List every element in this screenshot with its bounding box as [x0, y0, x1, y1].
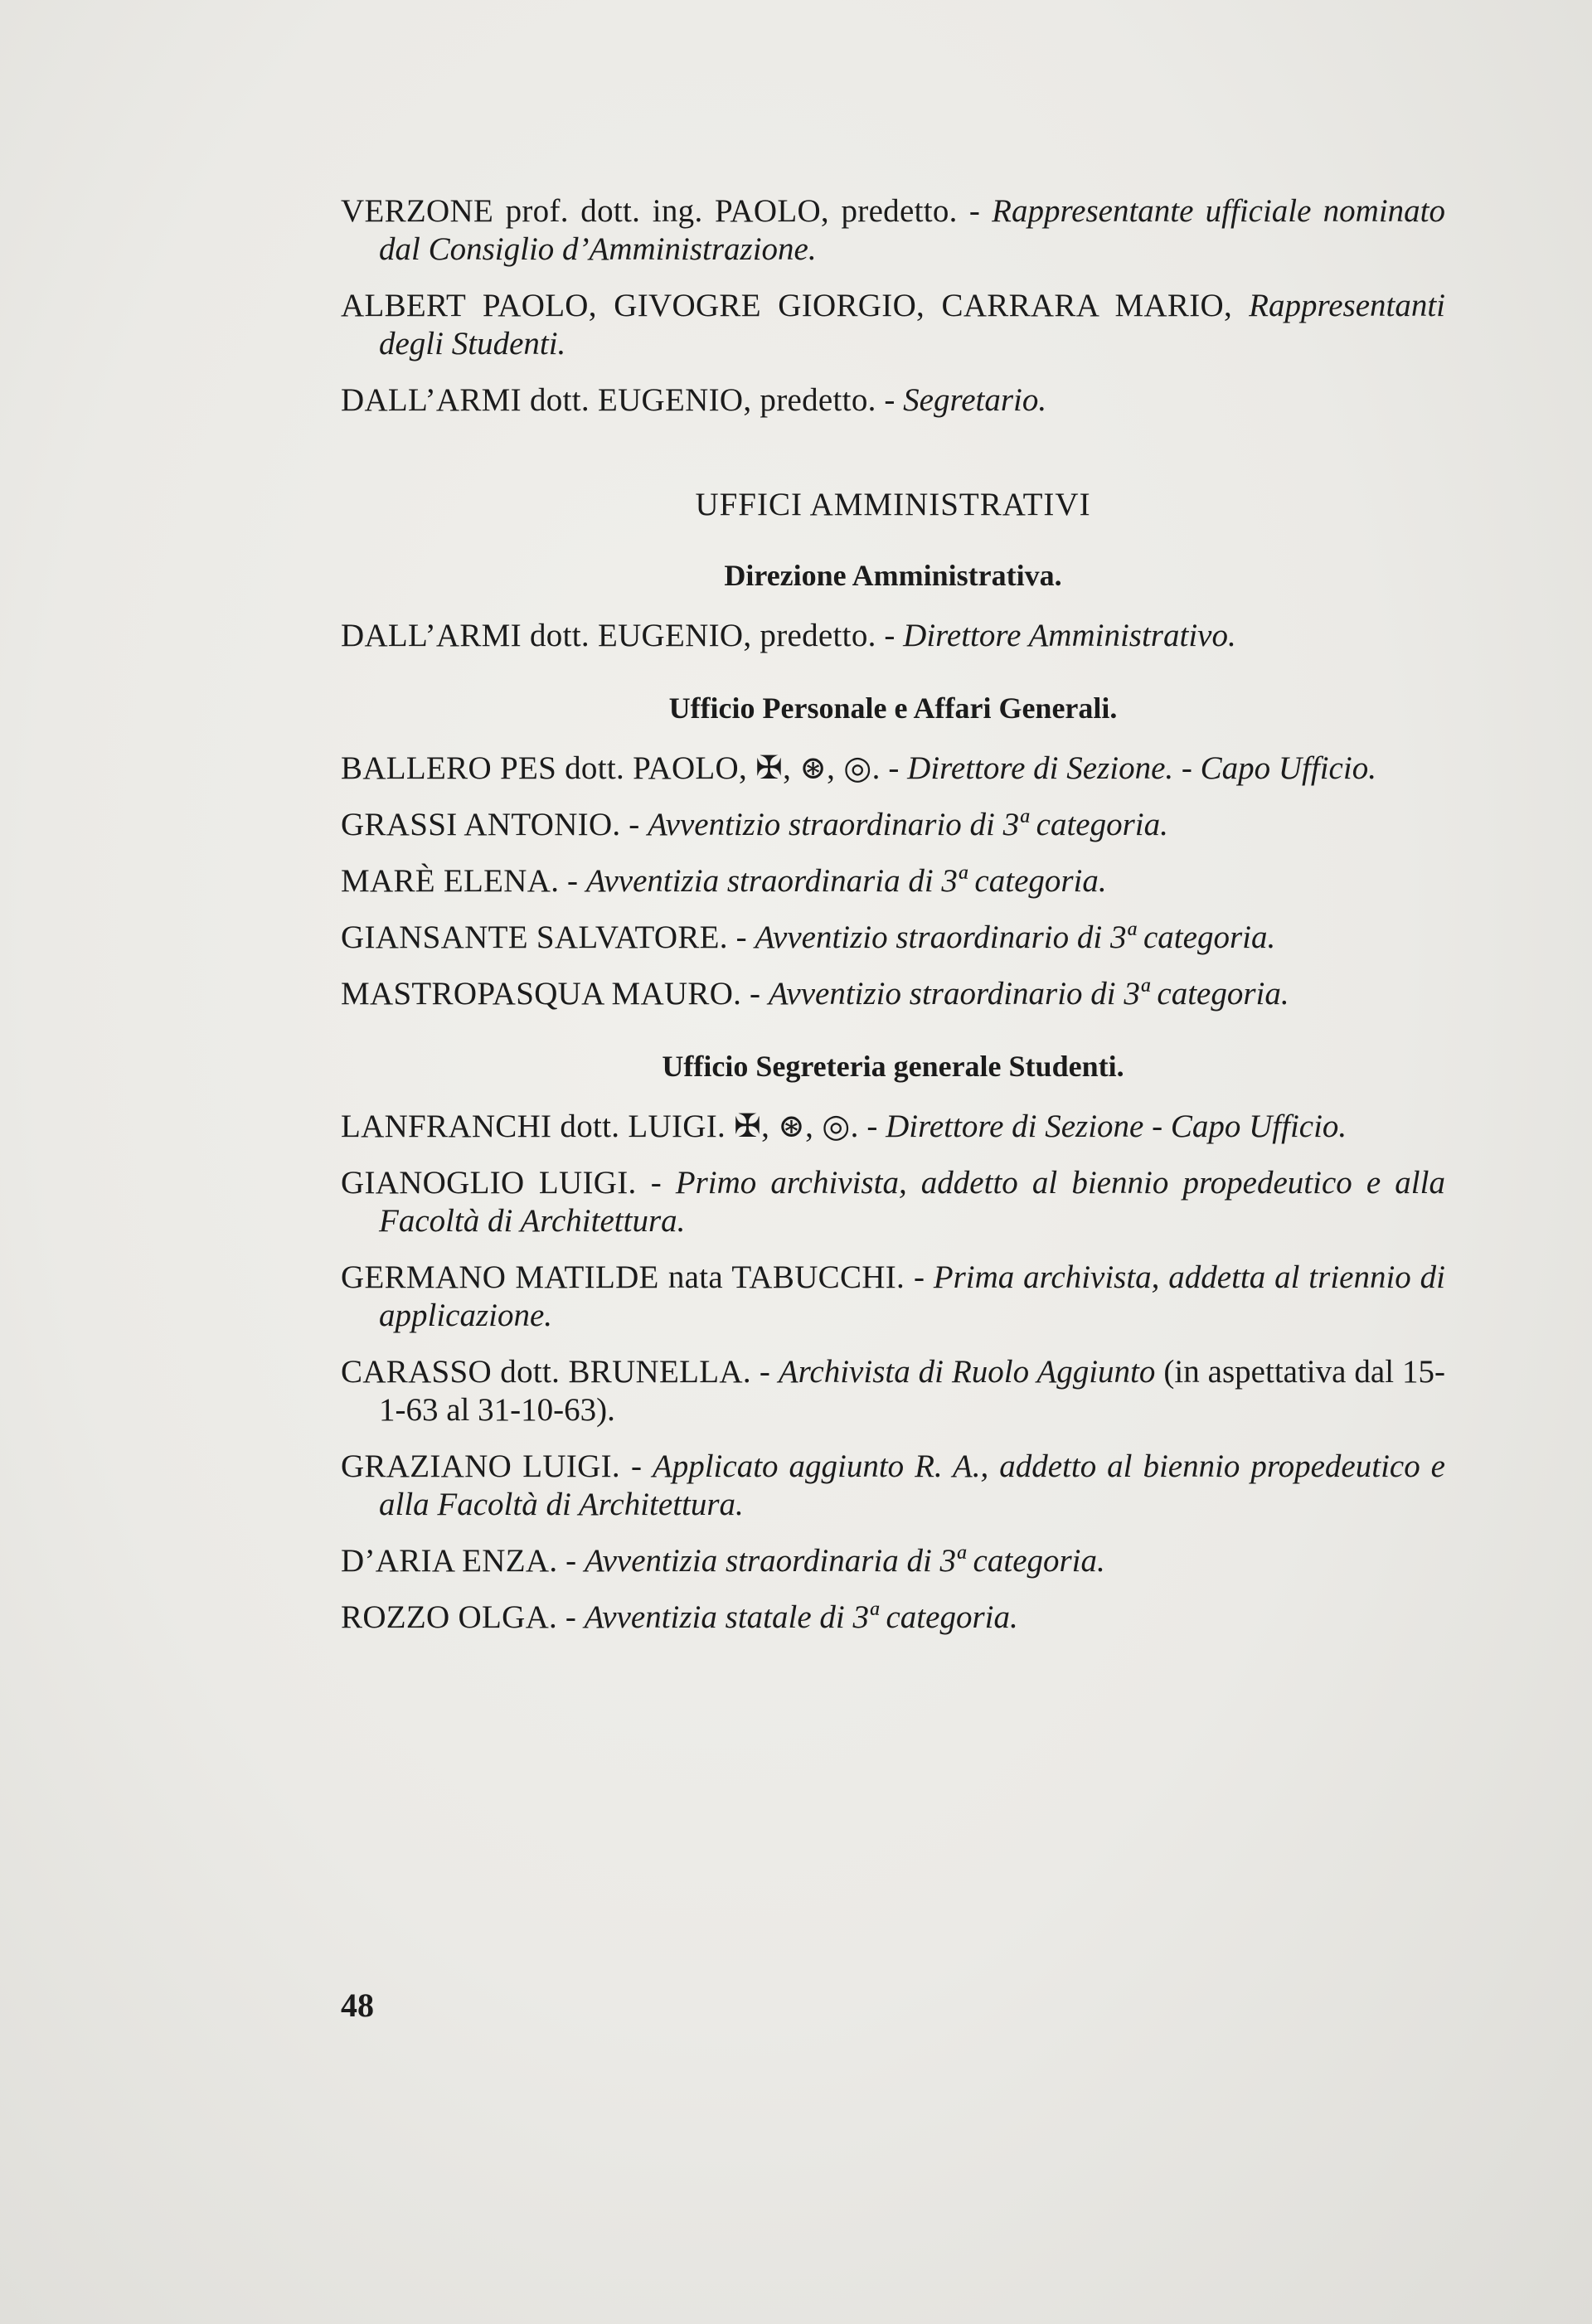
list-item: BALLERO PES dott. PAOLO, ✠, ⊛, ◎. - Direttore di Sezione. - Capo Ufficio.: [341, 750, 1376, 786]
list-item: [341, 287, 1445, 363]
list-item: GIANOGLIO LUIGI. - Primo archivista, addetto al biennio propedeutico e alla Facoltà di Architettura.: [341, 1165, 1445, 1239]
person-name: DALL’ARMI dott. EUGENIO, predetto.: [341, 382, 876, 418]
page-content: [341, 192, 1445, 1655]
person-name: GIANSANTE SALVATORE.: [341, 919, 728, 955]
person-role: Prima archivista, addetta al triennio di applicazione.: [379, 1259, 1445, 1333]
person-role: Avventizio straordinario di 3ª categoria.: [768, 976, 1289, 1012]
person-role: Archivista di Ruolo Aggiunto: [778, 1354, 1156, 1390]
person-role: Avventizio straordinario di 3ª categoria.: [648, 807, 1168, 842]
person-name: ROZZO OLGA.: [341, 1599, 558, 1635]
list-item: GERMANO MATILDE nata TABUCCHI. - Prima archivista, addetta al triennio di applicazione.: [341, 1259, 1445, 1333]
person-name: D’ARIA ENZA.: [341, 1543, 558, 1579]
person-role: Avventizia statale di 3ª categoria.: [584, 1599, 1018, 1635]
subsection-title: Ufficio Segreteria generale Studenti.: [662, 1050, 1124, 1083]
list-item: GRAZIANO LUIGI. - Applicato aggiunto R. A., addetto al biennio propedeutico e alla Facoltà di Architettura.: [341, 1448, 1445, 1522]
person-role: Direttore Amministrativo.: [903, 618, 1236, 653]
list-item: CARASSO dott. BRUNELLA. - Archivista di Ruolo Aggiunto (in aspettativa dal 15-1-63 al 31-10-63).: [341, 1354, 1446, 1428]
section-title: UFFICI AMMINISTRATIVI: [695, 487, 1091, 522]
person-name: GRASSI ANTONIO.: [341, 807, 621, 842]
list-item: MASTROPASQUA MAURO. - Avventizio straordinario di 3ª categoria.: [341, 976, 1289, 1012]
person-role: Rappresentante ufficiale nominato dal Consiglio d’Amministrazione.: [379, 193, 1445, 267]
page-number: 48: [341, 1987, 374, 2024]
person-name: BALLERO PES dott. PAOLO, ✠, ⊛, ◎.: [341, 750, 881, 786]
person-role: Segretario.: [903, 382, 1047, 418]
person-name: MASTROPASQUA MAURO.: [341, 976, 742, 1012]
person-role: Rappresentanti degli Studenti.: [379, 288, 1446, 361]
person-role: Applicato aggiunto R. A., addetto al biennio propedeutico e alla Facoltà di Architettura.: [379, 1448, 1445, 1522]
list-item: LANFRANCHI dott. LUIGI. ✠, ⊛, ◎. - Direttore di Sezione - Capo Ufficio.: [341, 1109, 1347, 1144]
person-role: Avventizia straordinaria di 3ª categoria.: [585, 863, 1107, 899]
person-name: GRAZIANO LUIGI.: [341, 1448, 620, 1484]
list-item: DALL’ARMI dott. EUGENIO, predetto. - Segretario.: [341, 382, 1047, 418]
person-name: MARÈ ELENA.: [341, 863, 560, 899]
list-item: GIANSANTE SALVATORE. - Avventizio straordinario di 3ª categoria.: [341, 919, 1276, 955]
list-item: VERZONE prof. dott. ing. PAOLO, predetto. - Rappresentante ufficiale nominato dal Consiglio d’Amministrazione.: [341, 193, 1445, 267]
person-role: Primo archivista, addetto al biennio propedeutico e alla Facoltà di Architettura.: [379, 1165, 1445, 1239]
person-role: Avventizio straordinario di 3ª categoria.: [755, 919, 1276, 955]
person-role: Direttore di Sezione - Capo Ufficio.: [886, 1109, 1347, 1144]
list-item: D’ARIA ENZA. - Avventizia straordinaria di 3ª categoria.: [341, 1543, 1105, 1579]
list-item: MARÈ ELENA. - Avventizia straordinaria di 3ª categoria.: [341, 863, 1107, 899]
person-name: ALBERT PAOLO, GIVOGRE GIORGIO, CARRARA MARIO,: [341, 288, 1233, 323]
person-name: GERMANO MATILDE nata TABUCCHI.: [341, 1259, 905, 1295]
subsection-title: Direzione Amministrativa.: [724, 559, 1062, 592]
person-name: LANFRANCHI dott. LUIGI. ✠, ⊛, ◎.: [341, 1109, 859, 1144]
personale-list: [341, 750, 1445, 1013]
person-name: DALL’ARMI dott. EUGENIO, predetto.: [341, 618, 876, 653]
list-item: ROZZO OLGA. - Avventizia statale di 3ª categoria.: [341, 1599, 1018, 1635]
segreteria-list: [341, 1108, 1445, 1637]
person-name: CARASSO dott. BRUNELLA.: [341, 1354, 751, 1390]
person-note: (in aspettativa dal 15-1-63 al 31-10-63).: [379, 1354, 1446, 1428]
person-name: VERZONE prof. dott. ing. PAOLO, predetto.: [341, 193, 958, 229]
subsection-title: Ufficio Personale e Affari Generali.: [668, 691, 1118, 725]
person-role: Direttore di Sezione. - Capo Ufficio.: [907, 750, 1376, 786]
person-role: Avventizia straordinaria di 3ª categoria.: [584, 1543, 1105, 1579]
person-name: GIANOGLIO LUIGI.: [341, 1165, 637, 1201]
list-item: GRASSI ANTONIO. - Avventizio straordinario di 3ª categoria.: [341, 807, 1168, 842]
list-item: DALL’ARMI dott. EUGENIO, predetto. - Direttore Amministrativo.: [341, 618, 1236, 653]
